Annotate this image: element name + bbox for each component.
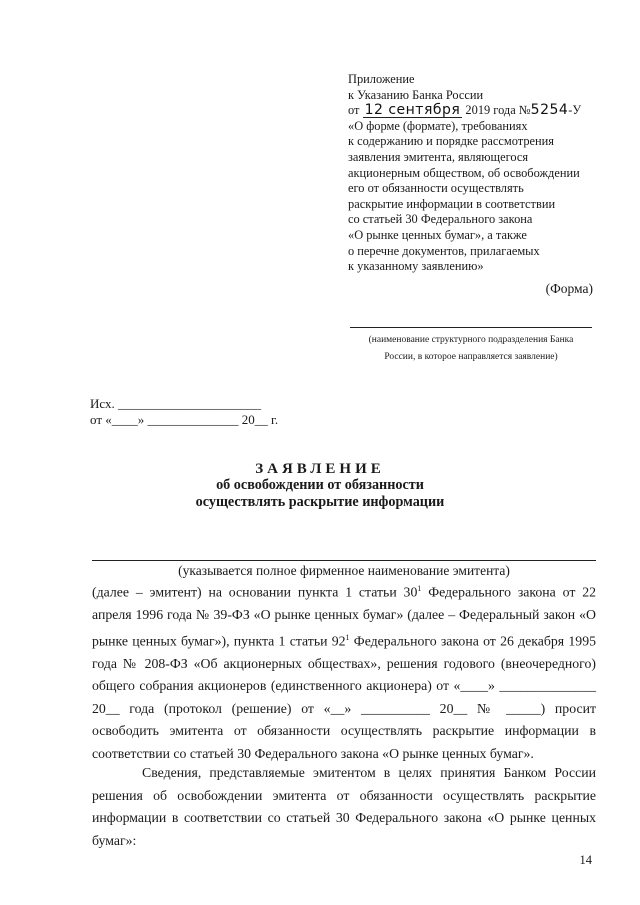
handwritten-date: 12 сентября <box>364 102 461 119</box>
issuer-name-caption: (указывается полное фирменное наименование эмитента) <box>178 563 510 578</box>
appendix-line: акционерным обществом, об освобождении <box>348 165 580 180</box>
appendix-line: его от обязанности осуществлять <box>348 181 524 196</box>
appendix-line: Приложение <box>348 72 415 86</box>
appendix-line: со статьей 30 Федерального закона <box>348 212 533 227</box>
form-label: (Форма) <box>545 281 593 296</box>
paragraph-text: Федерального закона от 26 декабря 1995 года № 208-ФЗ «Об акционерных обществах», решения годового (внеочередного) общего собрания акционеров (единственного акционера) от «____» ______________ 20__ года (протокол (решение) от «__» __________ 20__ № _____) просит освободить эмитента от обязанности осуществлять раскрытие информации в соответствии со статьей 30 Федерального закона «О рынке ценных бумаг». <box>92 633 596 761</box>
appendix-line: к содержанию и порядке рассмотрения <box>348 134 554 149</box>
appendix-line: «О форме (формате), требованиях <box>348 118 528 133</box>
bank-unit-caption-line1: (наименование структурного подразделения Банка <box>368 335 574 345</box>
appendix-line: раскрытие информации в соответствии <box>348 196 556 211</box>
outgoing-number: Исх. ______________________ <box>90 396 261 411</box>
date-year: 2019 года <box>465 103 516 118</box>
appendix-line: к Указанию Банка России <box>348 87 484 102</box>
appendix-line: заявления эмитента, являющегося <box>348 149 529 164</box>
document-subtitle-line1: об освобождении от обязанности <box>216 477 424 493</box>
appendix-header <box>348 72 608 275</box>
statement-paragraph <box>92 578 596 765</box>
date-prefix: от <box>348 103 360 118</box>
paragraph-text: Федерального закона от 22 апреля 1996 года № 39-ФЗ «О рынке ценных бумаг» (далее – Федеральный закон «О рынке ценных бумаг»), пункта 1 статьи 92 <box>92 584 596 649</box>
paragraph-text: Сведения, представляемые эмитентом в целях принятия Банком России решения об освобождении эмитента от обязанности осуществлять раскрытие информации в соответствии со статьей 30 Федерального закона «О рынке ценных бумаг»: <box>92 765 596 848</box>
handwritten-number: 5254 <box>530 102 569 119</box>
appendix-line: «О рынке ценных бумаг», а также <box>348 227 527 242</box>
appendix-line: к указанному заявлению» <box>348 259 484 274</box>
number-prefix: № <box>518 103 531 118</box>
page-number: 14 <box>579 853 592 867</box>
document-subtitle-line2: осуществлять раскрытие информации <box>195 494 445 510</box>
number-suffix: -У <box>568 103 582 118</box>
paragraph-text: (далее – эмитент) на основании пункта 1 статьи 30 <box>92 584 418 600</box>
appendix-date-line <box>348 103 608 119</box>
bank-unit-fill-line <box>350 327 592 328</box>
appendix-line: о перечне документов, прилагаемых <box>348 243 540 258</box>
issuer-name-fill-line <box>92 560 596 561</box>
superscript: 1 <box>345 632 350 642</box>
bank-unit-caption-line2: России, в которое направляется заявление) <box>384 352 558 362</box>
information-paragraph <box>92 762 596 852</box>
document-title: ЗАЯВЛЕНИЕ <box>255 461 385 477</box>
superscript: 1 <box>417 584 422 593</box>
outgoing-date: от «____» ______________ 20__ г. <box>90 412 279 427</box>
